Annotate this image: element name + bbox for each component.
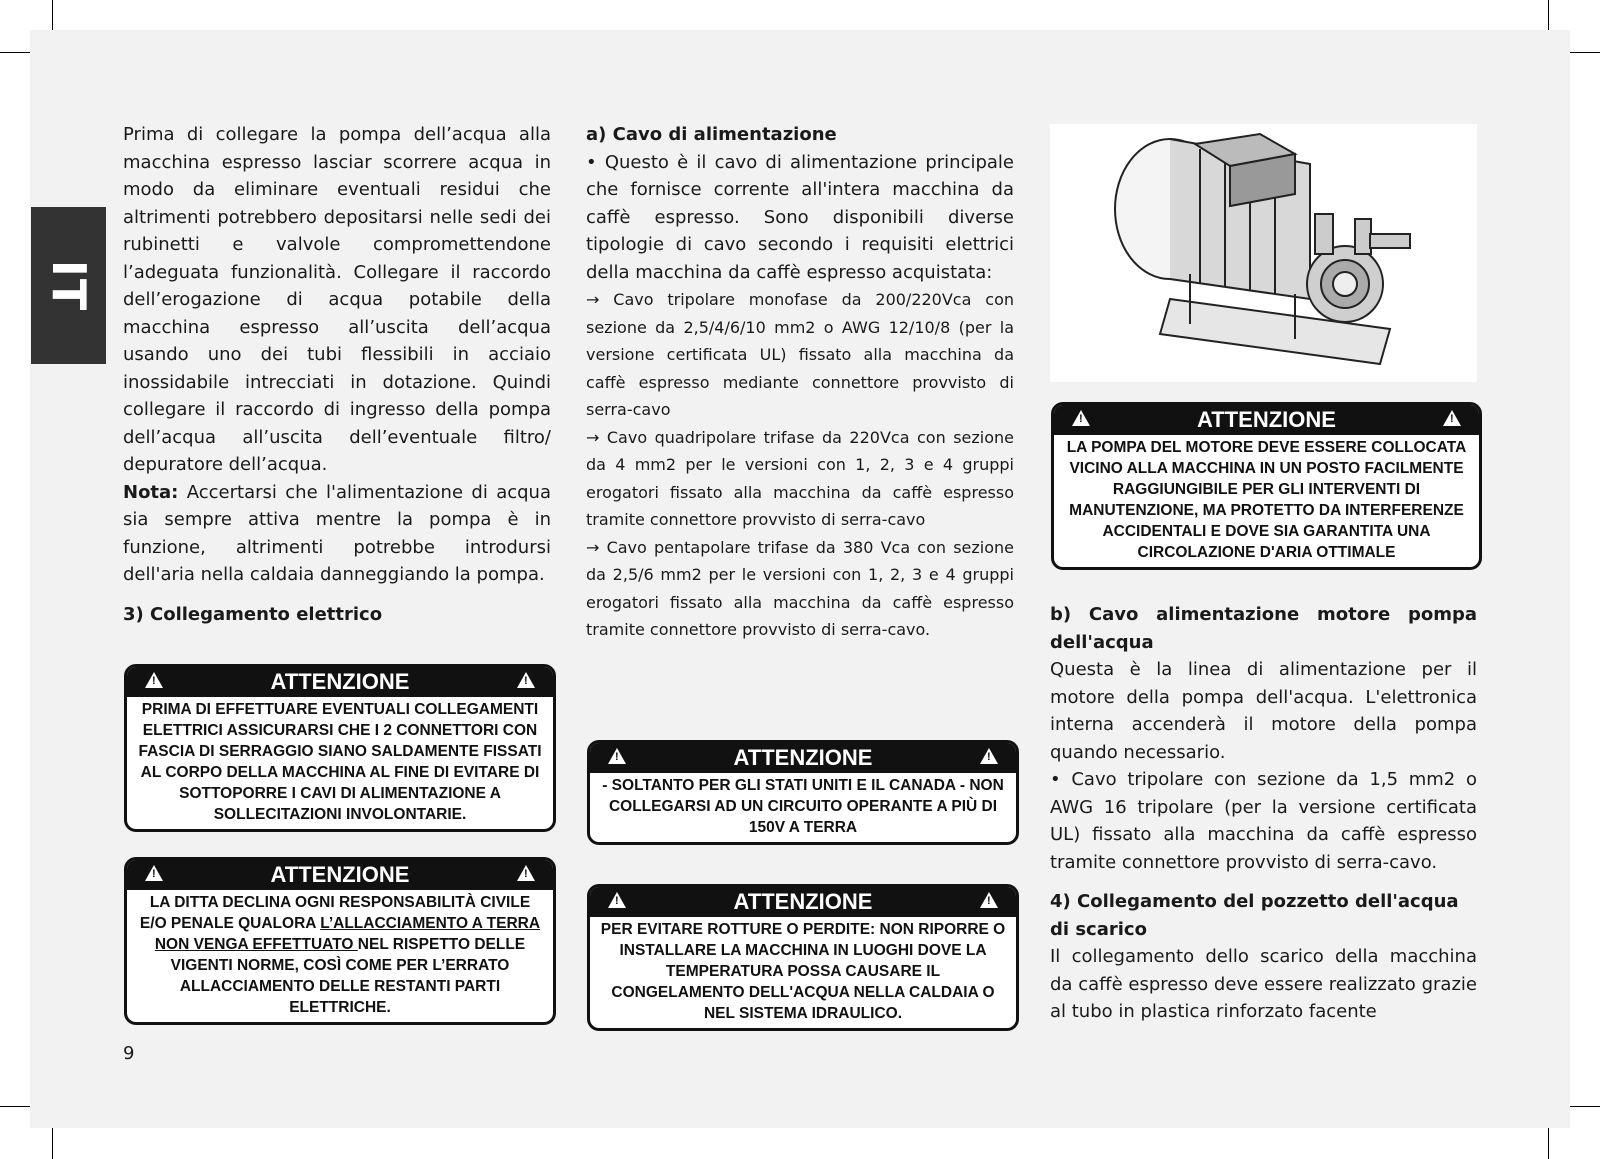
- warning-title: ATTENZIONE: [1197, 407, 1336, 432]
- warning-text-part: LA DITTA DECLINA OGNI RESPONSABILITÀ CIVILE E/O PENALE QUALORA: [139, 894, 531, 932]
- language-tab: [31, 207, 106, 364]
- warning-text: [127, 890, 553, 1022]
- warning-text: PER EVITARE ROTTURE O PERDITE: NON RIPORRE O INSTALLARE LA MACCHINA IN LUOGHI DOVE LA TEMPERATURA POSSA CAUSARE IL CONGELAMENTO DELL'ACQUA NELLA CALDAIA O NEL SISTEMA IDRAULICO.: [600, 921, 1006, 1022]
- column-1: [123, 121, 551, 628]
- warning-text-underlined: L’ALLACCIAMENTO A TERRA NON VENGA EFFETTUATO: [154, 915, 541, 953]
- warning-triangle-icon: [145, 672, 163, 688]
- section-b-title: b) Cavo alimentazione motore pompa dell'acqua: [1050, 604, 1477, 653]
- warning-triangle-icon: [608, 892, 626, 908]
- warning-triangle-icon: [517, 672, 535, 688]
- page-number: 9: [123, 1043, 135, 1064]
- warning-header: [590, 887, 1016, 917]
- pump-motor-illustration: [1050, 124, 1477, 382]
- warning-text-part: NEL RISPETTO DELLE VIGENTI NORME, COSÌ COME PER L’ERRATO ALLACCIAMENTO DELLE RESTANTI PARTI ELETTRICHE.: [170, 936, 526, 1016]
- warning-title: ATTENZIONE: [733, 889, 873, 914]
- warning-box-4: [587, 884, 1019, 1031]
- section-4-paragraph: Il collegamento dello scarico della macchina da caffè espresso deve essere realizzato grazie al tubo in plastica rinforzato facente: [1050, 946, 1477, 1022]
- cable-item-1: → Cavo tripolare monofase da 200/220Vca con sezione da 2,5/4/6/10 mm2 o AWG 12/10/8 (per la versione certificata UL) fissato alla macchina da caffè espresso mediante connettore provvisto di serra-cavo: [586, 290, 1014, 419]
- section-b-paragraph-2: • Cavo tripolare con sezione da 1,5 mm2 o AWG 16 tripolare (per la versione certificata UL) fissato alla macchina da caffè espresso tramite connettore provvisto di serra-cavo.: [1050, 769, 1477, 873]
- column-2: [586, 121, 1014, 644]
- warning-box-5: [1051, 402, 1482, 570]
- warning-text: PRIMA DI EFFETTUARE EVENTUALI COLLEGAMENTI ELETTRICI ASSICURARSI CHE I 2 CONNETTORI CON FASCIA DI SERRAGGIO SIANO SALDAMENTE FISSATI AL CORPO DELLA MACCHINA AL FINE DI EVITARE DI SOTTOPORRE I CAVI DI ALIMENTAZIONE A SOLLECITAZIONI INVOLONTARIE.: [138, 701, 542, 823]
- warning-text: LA POMPA DEL MOTORE DEVE ESSERE COLLOCATA VICINO ALLA MACCHINA IN UN POSTO FACILMENTE RAGGIUNGIBILE PER GLI INTERVENTI DI MANUTENZIONE, MA PROTETTO DA INTERFERENZE ACCIDENTALI E DOVE SIA GARANTITA UNA CIRCOLAZIONE D'ARIA OTTIMALE: [1066, 439, 1467, 561]
- language-tab-label: IT: [41, 259, 96, 312]
- warning-box-1: [124, 664, 556, 832]
- pump-motor-drawing: [1050, 124, 1477, 382]
- warning-title: ATTENZIONE: [270, 669, 410, 694]
- warning-box-2: [124, 857, 556, 1025]
- cable-item-2: → Cavo quadripolare trifase da 220Vca con sezione da 4 mm2 per le versioni con 1, 2, 3 e 4 gruppi erogatori fissato alla macchina da caffè espresso tramite connettore provvisto di serra-cavo: [586, 427, 1014, 529]
- warning-header: [127, 860, 553, 890]
- intro-paragraph: Prima di collegare la pompa dell’acqua alla macchina espresso lasciar scorrere acqua in modo da eliminare eventuali residui che altrimenti potrebbero depositarsi nelle sedi dei rubinetti e valvole compromettendone l’adeguata funzionalità. Collegare il raccordo dell’erogazione di acqua potabile della macchina espresso all’uscita dell’acqua usando uno dei tubi flessibili in acciaio inossidabile intrecciati in dotazione. Quindi collegare il raccordo di ingresso della pompa dell’acqua all’uscita dell’eventuale filtro/ depuratore dell’acqua.: [123, 124, 551, 475]
- warning-header: [590, 743, 1016, 773]
- warning-triangle-icon: [980, 748, 998, 764]
- section-3-title: 3) Collegamento elettrico: [123, 603, 383, 625]
- warning-box-3: [587, 740, 1019, 845]
- warning-triangle-icon: [1072, 410, 1090, 426]
- warning-text: - SOLTANTO PER GLI STATI UNITI E IL CANADA - NON COLLEGARSI AD UN CIRCUITO OPERANTE A PIÙ DI 150V A TERRA: [602, 777, 1004, 836]
- warning-header: [1054, 405, 1479, 435]
- warning-triangle-icon: [608, 748, 626, 764]
- warning-title: ATTENZIONE: [733, 745, 873, 770]
- cable-item-3: → Cavo pentapolare trifase da 380 Vca con sezione da 2,5/6 mm2 per le versioni con 1, 2, 3 e 4 gruppi erogatori fissato alla macchina da caffè espresso tramite connettore provvisto di serra-cavo.: [586, 537, 1014, 639]
- warning-title: ATTENZIONE: [270, 862, 410, 887]
- warning-triangle-icon: [145, 865, 163, 881]
- note-text: Accertarsi che l'alimentazione di acqua sia sempre attiva mentre la pompa è in funzione, altrimenti potrebbe introdursi dell'aria nella caldaia danneggiando la pompa.: [123, 481, 551, 585]
- section-4-title: 4) Collegamento del pozzetto dell'acqua di scarico: [1050, 891, 1459, 940]
- section-a-paragraph: • Questo è il cavo di alimentazione principale che fornisce corrente all'intera macchina da caffè espresso. Sono disponibili diverse tipologie di cavo secondo i requisiti elettrici della macchina da caffè espresso acquistata:: [586, 151, 1014, 283]
- section-b-paragraph-1: Questa è la linea di alimentazione per il motore della pompa dell'acqua. L'elettronica interna accenderà il motore della pompa quando necessario.: [1050, 659, 1477, 763]
- warning-triangle-icon: [1443, 410, 1461, 426]
- column-3: [1050, 601, 1477, 1026]
- note-paragraph: [123, 479, 551, 589]
- warning-triangle-icon: [980, 892, 998, 908]
- warning-triangle-icon: [517, 865, 535, 881]
- note-label: Nota:: [123, 481, 179, 503]
- warning-header: [127, 667, 553, 697]
- section-a-title: a) Cavo di alimentazione: [586, 124, 837, 145]
